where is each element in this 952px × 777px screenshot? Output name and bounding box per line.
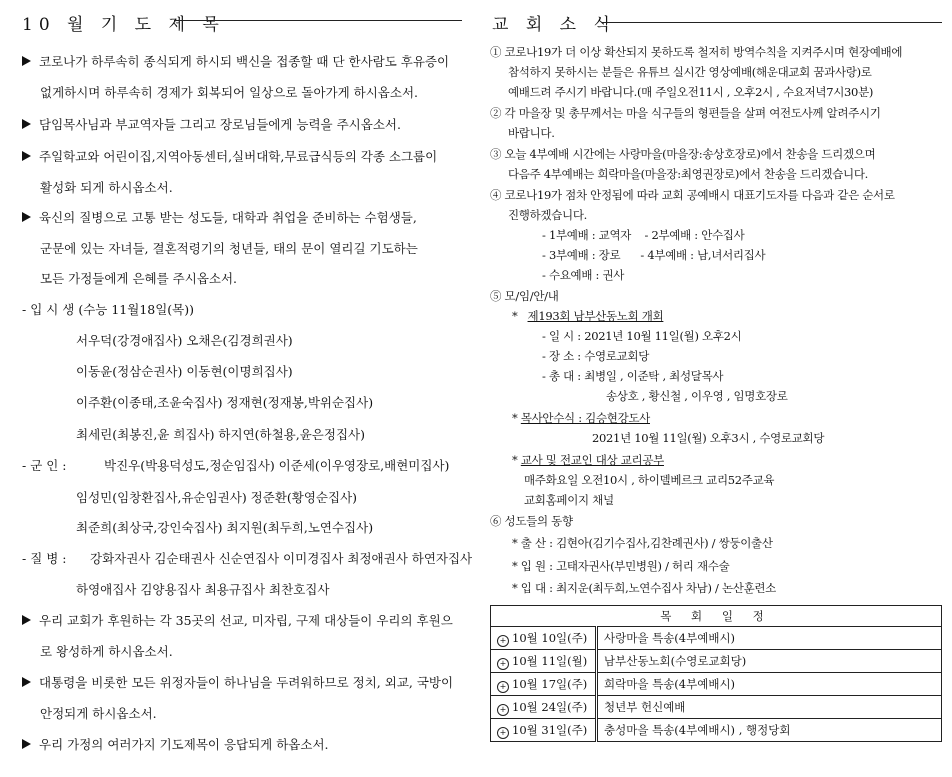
army-row: 최준희(최상국,강인숙집사) 최지원(최두희,노연수집사) (76, 520, 374, 535)
sick-row: 강화자권사 김순태권사 신순연집사 이미경집사 최정애권사 하연자집사 (90, 551, 473, 566)
sick-row: 하영애집사 김양용집사 최용규집사 최찬호집사 (76, 582, 330, 597)
news-line: ④ 코로나19가 점차 안정됨에 따라 교회 공예배시 대표기도자를 다음과 같은 순서로 (490, 188, 895, 202)
cross-circle-icon: + (497, 681, 509, 693)
triangle-bullet-icon (22, 151, 31, 161)
exam-row: 최세린(최봉진,윤 희집사) 하지연(하철용,윤은정집사) (76, 427, 365, 442)
prayer-item: 코로나가 하루속히 종식되게 하시되 백신을 접종할 때 단 한사람도 후유증이 (22, 52, 449, 70)
news-line: - 수요예배 : 권사 (542, 268, 625, 282)
cross-circle-icon: + (497, 727, 509, 739)
news-line: - 3부예배 : 장로 - 4부예배 : 남,녀서리집사 (542, 248, 766, 262)
news-line: 참석하지 못하시는 분들은 유튜브 실시간 영상예배(해운대교회 꿈과사랑)로 (508, 65, 872, 79)
news-section-title: 교 회 소 식 (492, 15, 616, 35)
news-line: * 입 원 : 고태자권사(부민병원) / 허리 재수술 (512, 559, 730, 573)
prayer-line: 안정되게 하시옵소서. (40, 706, 157, 721)
news-line: 교회홈페이지 채널 (524, 493, 614, 507)
church-news-column (478, 0, 948, 595)
exam-label: - 입 시 생 (수능 11월18일(목)) (22, 302, 195, 317)
triangle-bullet-icon (22, 615, 31, 625)
news-line: * 출 산 : 김현아(김기수집사,김찬례권사) / 쌍둥이출산 (512, 536, 773, 550)
news-line: 2021년 10월 11일(월) 오후3시 , 수영로교회당 (592, 431, 825, 445)
schedule-event: 사랑마을 특송(4부예배시) (597, 627, 942, 650)
prayer-item: 우리 가정의 여러가지 기도제목이 응답되게 하옵소서. (22, 735, 329, 753)
news-line: 바랍니다. (508, 126, 555, 140)
prayer-line: 군문에 있는 자녀들, 결혼적령기의 청년들, 태의 문이 열리길 기도하는 (40, 241, 418, 256)
meeting-item: * 제193회 남부산동노회 개회 (512, 309, 664, 323)
schedule-event: 희락마을 특송(4부예배시) (597, 673, 942, 696)
news-line: * 입 대 : 최지운(최두희,노연수집사 차남) / 논산훈련소 (512, 581, 776, 595)
prayer-topics-column (0, 0, 473, 752)
prayer-line: 로 왕성하게 하시옵소서. (40, 644, 173, 659)
schedule-event: 청년부 헌신예배 (597, 696, 942, 719)
news-line: 예배드려 주시기 바랍니다.(매 주일오전11시 , 오후2시 , 수요저녁7시30분) (508, 85, 874, 99)
news-line: - 장 소 : 수영로교회당 (542, 349, 650, 363)
title-rule (174, 20, 462, 21)
schedule-date: + 10월 17일(주) (491, 673, 597, 696)
army-row: 임성민(임창환집사,유순임권사) 정준환(황영순집사) (76, 490, 358, 505)
news-line: ⑥ 성도들의 동향 (490, 514, 573, 528)
prayer-section-header (0, 0, 470, 40)
prayer-item: 우리 교회가 후원하는 각 35곳의 선교, 미자립, 구제 대상들이 우리의 후원으 (22, 611, 453, 629)
prayer-line: 없게하시며 하루속히 경제가 회복되어 일상으로 돌아가게 하시옵소서. (40, 85, 418, 100)
prayer-item: 주일학교와 어린이집,지역아동센터,실버대학,무료급식등의 각종 소그룹이 (22, 147, 437, 165)
news-line: 진행하겠습니다. (508, 208, 588, 222)
cross-circle-icon: + (497, 704, 509, 716)
schedule-title: 목 회 일 정 (491, 606, 942, 627)
cross-circle-icon: + (497, 635, 509, 647)
schedule-date: + 10월 10일(주) (491, 627, 597, 650)
meeting-item: * 교사 및 전교인 대상 교리공부 (512, 453, 664, 467)
schedule-row (491, 673, 942, 696)
news-line: 다음주 4부예배는 희락마을(마을장:최영권장로)에서 찬송을 드리겠습니다. (508, 167, 869, 181)
news-line: - 일 시 : 2021년 10월 11일(월) 오후2시 (542, 329, 742, 343)
exam-row: 이주환(이종태,조윤숙집사) 정재현(정재봉,박위순집사) (76, 395, 374, 410)
schedule-event: 충성마을 특송(4부예배시) , 행정당회 (597, 719, 942, 742)
triangle-bullet-icon (22, 56, 31, 66)
schedule-date: + 10월 24일(주) (491, 696, 597, 719)
news-line: ③ 오늘 4부예배 시간에는 사랑마을(마을장:송상호장로)에서 찬송을 드리겠으며 (490, 147, 876, 161)
army-row: 박진우(박용덕성도,정순임집사) 이준세(이우영장로,배현미집사) (104, 458, 450, 473)
schedule-row (491, 627, 942, 650)
exam-row: 서우덕(강경애집사) 오채은(김경희권사) (76, 333, 293, 348)
news-line: 매주화요일 오전10시 , 하이델베르크 교리52주교육 (524, 473, 775, 487)
triangle-bullet-icon (22, 212, 31, 222)
schedule-event: 남부산동노회(수영로교회당) (597, 650, 942, 673)
triangle-bullet-icon (22, 119, 31, 129)
title-rule (602, 22, 942, 23)
prayer-line: 모든 가정들에게 은혜를 주시옵소서. (40, 271, 238, 286)
news-line: ① 코로나19가 더 이상 확산되지 못하도록 철저히 방역수칙을 지켜주시며 현장예배에 (490, 45, 903, 59)
prayer-item: 대통령을 비롯한 모든 위정자들이 하나님을 두려워하므로 정치, 외교, 국방이 (22, 673, 453, 691)
prayer-item: 담임목사님과 부교역자들 그리고 장로님들에게 능력을 주시옵소서. (22, 115, 401, 133)
schedule-row (491, 719, 942, 742)
triangle-bullet-icon (22, 739, 31, 749)
pastoral-schedule-table (490, 605, 942, 742)
sick-label: - 질 병 : (22, 551, 67, 566)
news-line: ② 각 마을장 및 총무께서는 마을 식구들의 형편들을 살펴 여전도사께 알려주시기 (490, 106, 881, 120)
schedule-date: + 10월 11일(월) (491, 650, 597, 673)
prayer-item: 육신의 질병으로 고통 받는 성도들, 대학과 취업을 준비하는 수험생들, (22, 208, 417, 226)
schedule-row (491, 650, 942, 673)
news-line: - 1부예배 : 교역자 - 2부예배 : 안수집사 (542, 228, 745, 242)
triangle-bullet-icon (22, 677, 31, 687)
schedule-header-row (491, 606, 942, 627)
schedule-date: + 10월 31일(주) (491, 719, 597, 742)
prayer-section-title: 10 월 기 도 제 목 (22, 15, 225, 35)
exam-row: 이동윤(정삼순권사) 이동현(이명희집사) (76, 364, 293, 379)
schedule-row (491, 696, 942, 719)
news-line: 송상호 , 황신철 , 이우영 , 임명호장로 (606, 389, 788, 403)
prayer-line: 활성화 되게 하시옵소서. (40, 180, 173, 195)
news-line: ⑤ 모/임/안/내 (490, 289, 559, 303)
meeting-item: * 목사안수식 : 김승현강도사 (512, 411, 650, 425)
news-line: - 총 대 : 최병일 , 이준탁 , 최성달목사 (542, 369, 724, 383)
news-section-header (478, 0, 948, 40)
army-label: - 군 인 : (22, 458, 67, 473)
cross-circle-icon: + (497, 658, 509, 670)
